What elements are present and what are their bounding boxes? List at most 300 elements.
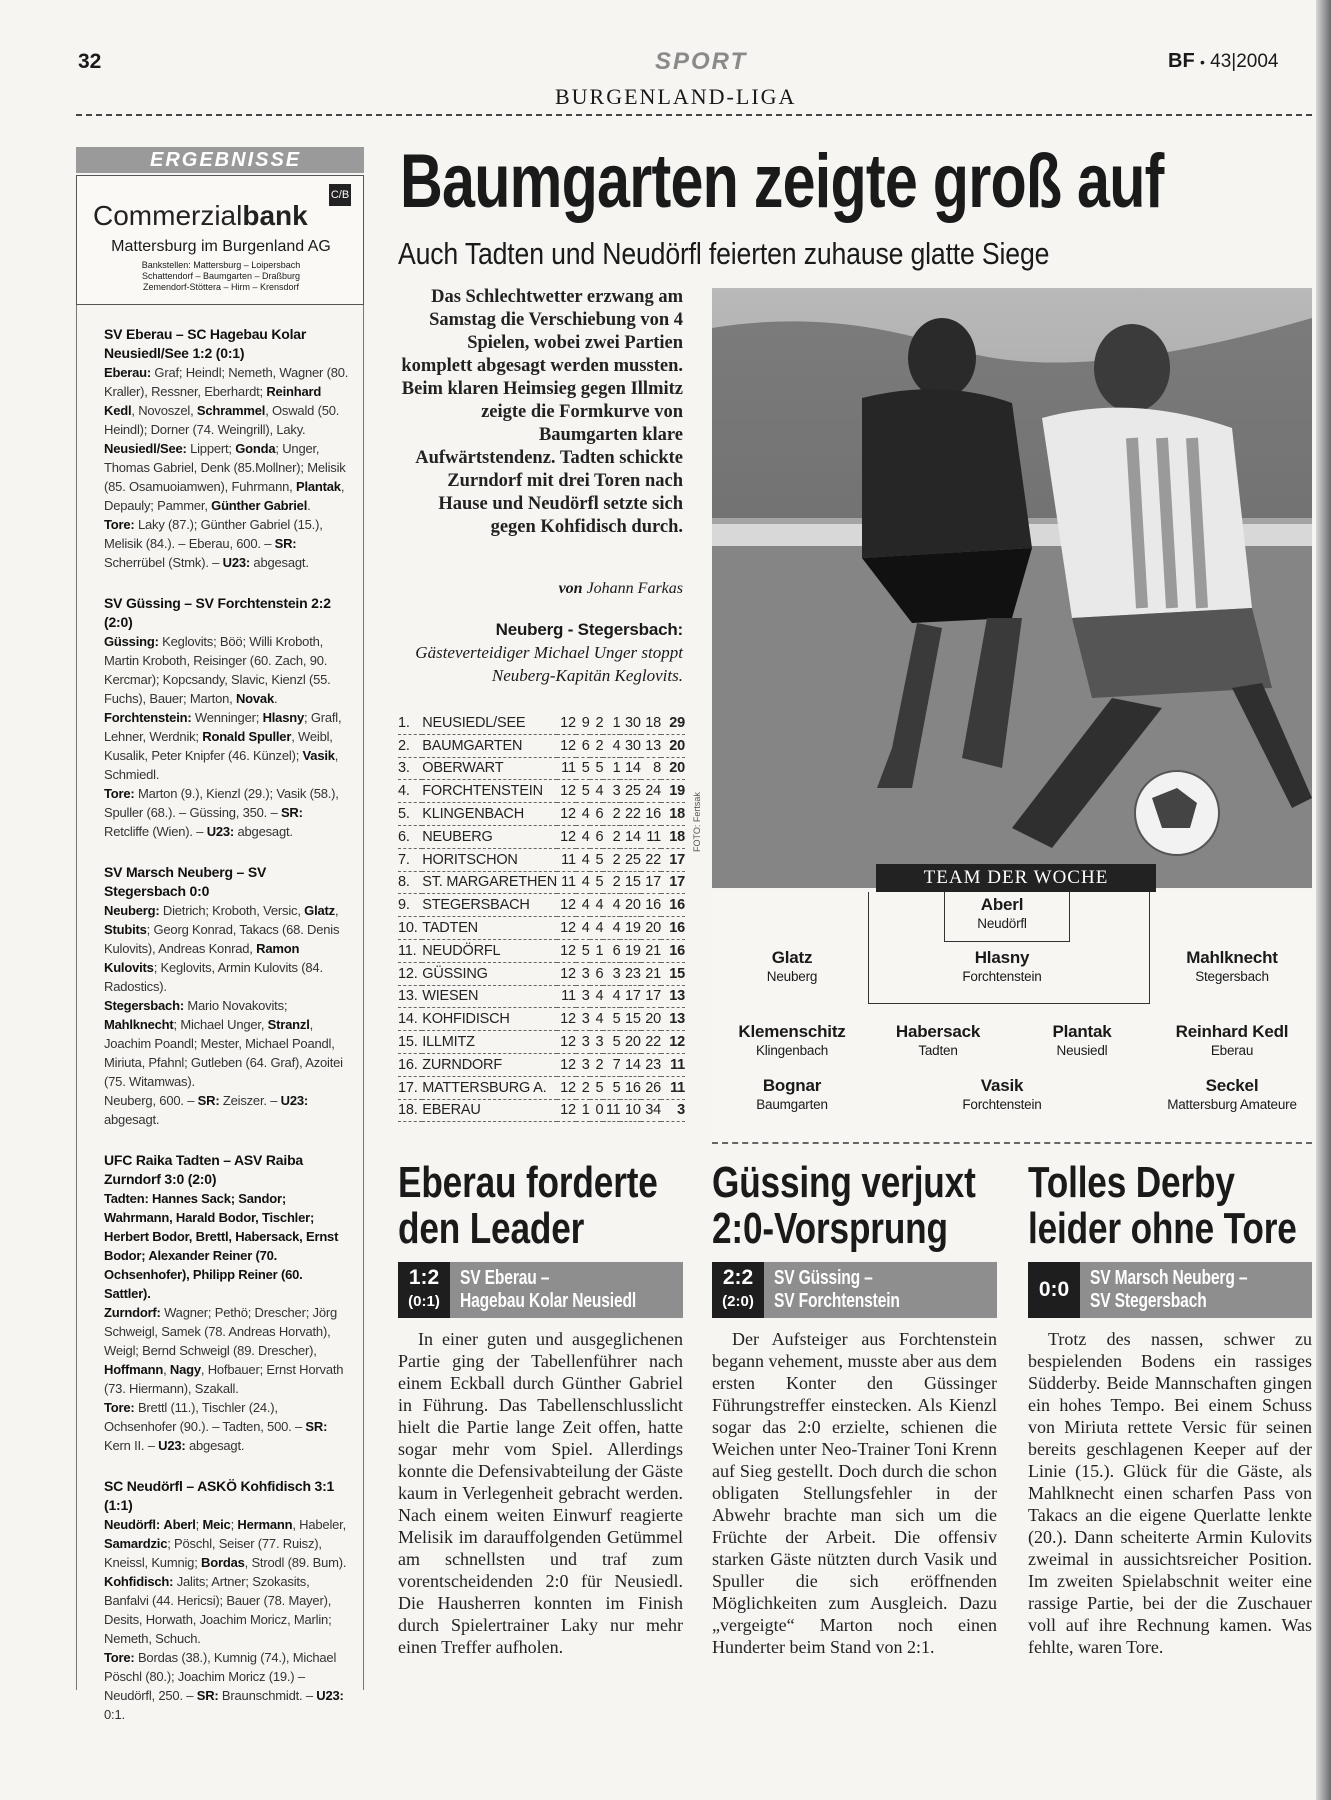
standings-w: 1 <box>576 1099 590 1122</box>
intro-text: Das Schlechtwetter erzwang am Samstag die Verschiebung von 4 Spielen, wobei zwei Partien komplett abgesagt werden mussten. Beim klaren Heimsieg gegen Illmitz zeigte die Formkurve von Baumgarten klare Aufwärtstendenz. Tadten schickte Zurndorf mit drei Toren nach Hause und Neudörfl setzte sich gegen Kohfidisch durch. <box>401 287 683 537</box>
detail-text: ; Keglovits, Armin Kulovits (84. Radostics). <box>104 960 323 994</box>
match-detail <box>104 363 351 439</box>
standings-team: MATTERSBURG A. <box>422 1076 557 1099</box>
player-club: Forchtenstein <box>962 969 1042 984</box>
player-club: Baumgarten <box>756 1097 828 1112</box>
standings-ga: 13 <box>641 734 661 757</box>
photo-caption <box>398 618 683 687</box>
highlight-text: SR: <box>196 1688 219 1703</box>
results-column <box>76 305 364 1722</box>
highlight-text: Stranzl <box>267 1017 310 1032</box>
detail-text: . <box>307 498 311 513</box>
author-name: Johann Farkas <box>586 580 683 597</box>
standings-row <box>398 848 685 871</box>
highlight-text: Tore: <box>104 1400 135 1415</box>
detail-text: , Habeler, <box>292 1517 347 1532</box>
standings-d: 4 <box>590 1008 604 1031</box>
standings-pts: 15 <box>661 962 685 985</box>
standings-ga: 21 <box>641 962 661 985</box>
highlight-text: Aberl <box>163 1517 196 1532</box>
standings-row <box>398 1008 685 1031</box>
detail-text: , Oswald (50. Heindl); Dorner (74. Weingrill), Laky. <box>104 403 340 437</box>
standings-pts: 16 <box>661 894 685 917</box>
standings-row <box>398 962 685 985</box>
standings-pts: 17 <box>661 871 685 894</box>
bank-name <box>93 200 308 232</box>
standings-w: 3 <box>576 1053 590 1076</box>
standings-pts: 13 <box>661 985 685 1008</box>
standings-pts: 12 <box>661 1031 685 1054</box>
standings-d: 5 <box>590 871 604 894</box>
standings-rank: 1. <box>398 712 422 734</box>
standings-w: 4 <box>576 894 590 917</box>
standings-gf: 19 <box>620 917 640 940</box>
match-detail <box>104 784 351 841</box>
match-title: SV Güssing – SV Forchtenstein 2:2 (2:0) <box>104 595 331 630</box>
player-club: Tadten <box>918 1043 958 1058</box>
match-detail <box>104 996 351 1091</box>
highlight-text: Ronald Spuller <box>202 729 292 744</box>
author-prefix: von <box>558 580 583 597</box>
player-club: Neusiedl <box>1056 1043 1108 1058</box>
standings-ga: 22 <box>641 1031 661 1054</box>
team-away: SV Stegersbach <box>1090 1290 1207 1312</box>
photo-credit: FOTO: Fertsak <box>692 792 702 852</box>
detail-text: , Strodl (89. Bum). <box>244 1555 347 1570</box>
highlight-text: Tore: <box>104 1650 135 1665</box>
highlight-text: Zurndorf: <box>104 1305 161 1320</box>
player-club: Klingenbach <box>755 1043 829 1058</box>
highlight-text: Bordas <box>201 1555 245 1570</box>
standings-w: 3 <box>576 1031 590 1054</box>
standings-rank: 17. <box>398 1076 422 1099</box>
standings-l: 3 <box>603 962 620 985</box>
standings-rank: 9. <box>398 894 422 917</box>
standings-team: ZURNDORF <box>422 1053 557 1076</box>
standings-team: BAUMGARTEN <box>422 734 557 757</box>
detail-text: abgesagt. <box>185 1438 245 1453</box>
detail-text: , Joachim Poandl; Mester, Michael Poandl, Miriuta, Pfahnl; Gutleben (64. Graf), Azoitei (75. Witamwas). <box>104 1017 343 1089</box>
player-name: Klemenschitz <box>738 1022 846 1041</box>
standings-l: 5 <box>603 1076 620 1099</box>
standings-team: STEGERSBACH <box>422 894 557 917</box>
standings-pts: 16 <box>661 939 685 962</box>
standings-pts: 17 <box>661 848 685 871</box>
standings-d: 4 <box>590 894 604 917</box>
team-player <box>1152 1076 1312 1113</box>
standings-w: 4 <box>576 848 590 871</box>
match-detail <box>104 1572 351 1648</box>
player-name: Hlasny <box>974 948 1030 967</box>
standings-pts: 20 <box>661 734 685 757</box>
detail-text: Dietrich; Kroboth, Versic, <box>159 903 305 918</box>
detail-text: Jalits; Artner; Szokasits, Banfalvi (44. Hericsi); Bauer (78. Mayer), Desits, Horwath, Joachim Moricz, Marlin; Nemeth, Schuch. <box>104 1574 332 1646</box>
standings-w: 3 <box>576 962 590 985</box>
match-detail <box>104 632 351 708</box>
standings-row <box>398 757 685 780</box>
standings-l: 2 <box>603 803 620 826</box>
standings-l: 1 <box>603 712 620 734</box>
standings-gp: 12 <box>557 825 576 848</box>
highlight-text: Neudörfl: <box>104 1517 160 1532</box>
match-teams <box>460 1267 636 1313</box>
standings-gp: 12 <box>557 917 576 940</box>
detail-text: ; Unger, Thomas Gabriel, Denk (85.Mollner); Melisik (85. Osamuoiamwen), Fuhrmann, <box>104 441 346 494</box>
results-title: ERGEBNISSE <box>76 147 364 173</box>
highlight-text: Tadten: <box>104 1191 149 1206</box>
standings-team: NEUBERG <box>422 825 557 848</box>
standings-team: WIESEN <box>422 985 557 1008</box>
article-body <box>398 1328 683 1658</box>
article-headline <box>398 1160 658 1252</box>
standings-team: FORCHTENSTEIN <box>422 780 557 803</box>
bank-branches <box>87 260 355 293</box>
standings-row <box>398 734 685 757</box>
standings-gf: 15 <box>620 1008 640 1031</box>
match-detail <box>104 1189 351 1303</box>
article-headline <box>1028 1160 1297 1252</box>
standings-w: 5 <box>576 780 590 803</box>
detail-text: Keglovits; Böö; Willi Kroboth, Martin Kroboth, Reisinger (60. Zach, 90. Kercmar); Kopcsandy, Slavic, Kienzl (55. Fuchs), Bauer; Marton, <box>104 634 331 706</box>
standings-d: 6 <box>590 962 604 985</box>
standings-gp: 12 <box>557 1031 576 1054</box>
standings-team: ST. MARGARETHEN <box>422 871 557 894</box>
detail-text: , Hofbauer; Ernst Horvath (73. Hiermann), Szakall. <box>104 1362 344 1396</box>
standings-l: 3 <box>603 780 620 803</box>
standings-row <box>398 871 685 894</box>
highlight-text: Stubits <box>104 922 147 937</box>
standings-gf: 25 <box>620 848 640 871</box>
article-headline-line: Eberau forderte <box>398 1158 658 1207</box>
standings-pts: 16 <box>661 917 685 940</box>
standings-w: 6 <box>576 734 590 757</box>
standings-l: 4 <box>603 894 620 917</box>
player-name: Vasik <box>980 1076 1024 1095</box>
article-text: In einer guten und ausgeglichenen Partie ging der Tabellenführer nach einem Eckball durch Günther Gabriel in Führung. Das Tabellenschlusslicht hielt die Partie lange Zeit offen, hatte sogar mehr vom Spiel. Allerdings konnte die Defensivabteilung der Gäste kaum in Verlegenheit gebracht werden. Nach einem weiten Einwurf reagierte Melisik im darauffolgenden Getümmel am schnellsten und traf zum vorentscheidenden 2:0 für Neusiedl. Die Hausherren konnten im Finish durch Spielertrainer Laky nur mehr einen Treffer aufholen. <box>398 1329 683 1657</box>
author-line <box>398 580 683 598</box>
team-home: SV Eberau – <box>460 1267 550 1289</box>
standings-l: 4 <box>603 917 620 940</box>
standings-row <box>398 780 685 803</box>
standings-rank: 13. <box>398 985 422 1008</box>
standings-d: 5 <box>590 1076 604 1099</box>
detail-text: , Weibl, Kusalik, Peter Knipfer (46. Künzel); <box>104 729 333 763</box>
standings-w: 4 <box>576 917 590 940</box>
headline: Baumgarten zeigte groß auf <box>400 139 1164 224</box>
standings-team: EBERAU <box>422 1099 557 1122</box>
standings-rank: 2. <box>398 734 422 757</box>
standings-d: 3 <box>590 1031 604 1054</box>
match-detail <box>104 1091 351 1129</box>
section-title: SPORT <box>655 48 748 75</box>
detail-text: Graf; Heindl; Nemeth, Wagner (80. Kraller), Ressner, Eberhardt; <box>104 365 349 399</box>
player-club: Neuberg <box>766 969 818 984</box>
highlight-text: SR: <box>305 1419 328 1434</box>
standings-ga: 22 <box>641 848 661 871</box>
standings-d: 2 <box>590 712 604 734</box>
standings-rank: 6. <box>398 825 422 848</box>
highlight-text: Gonda <box>235 441 276 456</box>
bank-logo-icon: C/B <box>329 184 351 206</box>
standings-gp: 12 <box>557 780 576 803</box>
highlight-text: Reinhard Kedl <box>104 384 322 418</box>
standings-pts: 19 <box>661 780 685 803</box>
highlight-text: Vasik <box>302 748 335 763</box>
league-title: BURGENLAND-LIGA <box>555 84 797 109</box>
match-detail <box>104 1303 351 1398</box>
scoreline-bar <box>398 1262 683 1318</box>
team-player <box>712 1076 872 1113</box>
standings-row <box>398 1053 685 1076</box>
standings-ga: 17 <box>641 985 661 1008</box>
standings-gf: 25 <box>620 780 640 803</box>
scoreline-bar <box>712 1262 997 1318</box>
detail-text: ; <box>230 1517 238 1532</box>
article-headline-line: Güssing verjuxt <box>712 1158 976 1207</box>
detail-text: , <box>163 1362 170 1377</box>
caption-bold: Neuberg - Stegersbach: <box>495 620 683 639</box>
standings-d: 4 <box>590 917 604 940</box>
standings-l: 4 <box>603 985 620 1008</box>
standings-rank: 11. <box>398 939 422 962</box>
detail-text: ; Pöschl, Seiser (77. Ruisz), Kneissl, Kumnig; <box>104 1536 322 1570</box>
player-name: Mahlknecht <box>1186 948 1278 967</box>
standings-gp: 12 <box>557 803 576 826</box>
standings-l: 4 <box>603 734 620 757</box>
standings-team: TADTEN <box>422 917 557 940</box>
article-headline <box>712 1160 976 1252</box>
page-edge-shadow <box>1316 0 1331 1800</box>
detail-text: Retcliffe (Wien). – <box>104 824 207 839</box>
highlight-text: SR: <box>197 1093 220 1108</box>
standings-team: OBERWART <box>422 757 557 780</box>
standings-gf: 20 <box>620 1031 640 1054</box>
standings-gp: 12 <box>557 1099 576 1122</box>
standings-pts: 11 <box>661 1053 685 1076</box>
highlight-text: SR: <box>274 536 297 551</box>
standings-ga: 16 <box>641 894 661 917</box>
standings-ga: 8 <box>641 757 661 780</box>
team-player <box>858 1022 1018 1059</box>
standings-d: 5 <box>590 757 604 780</box>
team-player <box>712 948 872 985</box>
article-text: Trotz des nassen, schwer zu bespielenden Bodens ein rassiges Südderby. Beide Mannschaften gingen ein hohes Tempo. Bei einem Schuss von Miriuta rettete Versic für seinen bereits geschlagenen Keeper auf der Linie (15.). Glück für die Gäste, als Mahlknecht einen scharfen Pass von Takacs an die eigene Querlatte lenkte (20.). Dann scheiterte Armin Kulovits zweimal in aussichtsreicher Position. Im zweiten Spielabschnit weiter eine rassige Partie, bei der die Zuschauer voll auf ihre Rechnung kamen. Was fehlte, waren Tore. <box>1028 1329 1312 1657</box>
score-box <box>1028 1262 1080 1318</box>
standings-l: 5 <box>603 1031 620 1054</box>
header-divider <box>76 114 1312 116</box>
standings-d: 6 <box>590 803 604 826</box>
match-detail <box>104 1515 351 1572</box>
highlight-text: Hermann <box>237 1517 293 1532</box>
standings-gp: 12 <box>557 712 576 734</box>
standings-gf: 10 <box>620 1099 640 1122</box>
highlight-text: Tore: <box>104 517 135 532</box>
standings-l: 6 <box>603 939 620 962</box>
standings-l: 5 <box>603 1008 620 1031</box>
detail-text: Brettl (11.), Tischler (24.), Ochsenhofer (90.). – Tadten, 500. – <box>104 1400 306 1434</box>
match-photo <box>712 288 1312 888</box>
detail-text: Zeiszer. – <box>219 1093 281 1108</box>
standings-gp: 12 <box>557 894 576 917</box>
article-body <box>712 1328 997 1658</box>
detail-text: ; Grafl, Lehner, Werdnik; <box>104 710 342 744</box>
detail-text: , Depauly; Pammer, <box>104 479 345 513</box>
highlight-text: Meic <box>202 1517 231 1532</box>
player-name: Seckel <box>1205 1076 1259 1095</box>
player-name: Aberl <box>980 895 1024 914</box>
standings-pts: 20 <box>661 757 685 780</box>
standings-l: 11 <box>603 1099 620 1122</box>
team-divider <box>712 1142 1312 1144</box>
highlight-text: Tore: <box>104 786 135 801</box>
highlight-text: U23: <box>222 555 251 570</box>
standings-w: 4 <box>576 871 590 894</box>
standings-l: 2 <box>603 871 620 894</box>
standings-team: NEUDÖRFL <box>422 939 557 962</box>
team-away: SV Forchtenstein <box>774 1290 900 1312</box>
standings-pts: 3 <box>661 1099 685 1122</box>
highlight-text: Güssing: <box>104 634 159 649</box>
standings-w: 3 <box>576 1008 590 1031</box>
final-score: 1:2 <box>408 1266 440 1289</box>
standings-rank: 15. <box>398 1031 422 1054</box>
player-club: Neudörfl <box>977 916 1027 931</box>
standings-row <box>398 1031 685 1054</box>
detail-text: , Novoszel, <box>131 403 197 418</box>
standings-w: 9 <box>576 712 590 734</box>
standings-w: 4 <box>576 803 590 826</box>
team-player <box>922 895 1082 932</box>
match-detail <box>104 901 351 996</box>
standings-ga: 23 <box>641 1053 661 1076</box>
bank-branches-line: Zemendorf-Stöttera – Hirm – Krensdorf <box>142 282 300 292</box>
standings-gf: 23 <box>620 962 640 985</box>
match-title: SC Neudörfl – ASKÖ Kohfidisch 3:1 (1:1) <box>104 1478 335 1513</box>
standings-ga: 24 <box>641 780 661 803</box>
detail-text: ; <box>195 1517 203 1532</box>
highlight-text: Hoffmann <box>104 1362 164 1377</box>
standings-d: 2 <box>590 1053 604 1076</box>
highlight-text: SR: <box>280 805 303 820</box>
standings-gp: 11 <box>557 871 576 894</box>
standings-rank: 12. <box>398 962 422 985</box>
standings-w: 3 <box>576 985 590 1008</box>
match-result <box>104 863 351 1129</box>
score-box <box>398 1262 450 1318</box>
team-player <box>922 948 1082 985</box>
standings-row <box>398 985 685 1008</box>
standings-l: 1 <box>603 757 620 780</box>
standings-rank: 18. <box>398 1099 422 1122</box>
bank-subtitle: Mattersburg im Burgenland AG <box>111 238 331 255</box>
standings-d: 5 <box>590 848 604 871</box>
match-result <box>104 1477 351 1724</box>
standings-gp: 12 <box>557 1076 576 1099</box>
standings-row <box>398 894 685 917</box>
highlight-text: U23: <box>316 1688 344 1703</box>
detail-text: Braunschmidt. – <box>218 1688 317 1703</box>
standings-gp: 12 <box>557 734 576 757</box>
standings-gp: 12 <box>557 939 576 962</box>
standings-gf: 14 <box>620 1053 640 1076</box>
standings-w: 5 <box>576 939 590 962</box>
standings-l: 7 <box>603 1053 620 1076</box>
standings-row <box>398 803 685 826</box>
bank-name-light: Commerzial <box>93 200 243 231</box>
team-of-week-title: TEAM DER WOCHE <box>876 864 1156 892</box>
highlight-text: Forchtenstein: <box>104 710 192 725</box>
detail-text: Scherrübel (Stmk). – <box>104 555 223 570</box>
issue-number: 43|2004 <box>1210 51 1279 72</box>
standings-team: HORITSCHON <box>422 848 557 871</box>
standings-row <box>398 1099 685 1122</box>
team-away: Hagebau Kolar Neusiedl <box>460 1290 637 1312</box>
detail-text: Wagner; Pethö; Drescher; Jörg Schweigl, Samek (78. Andreas Horvath), Weigl; Bernd Schweigl (89. Drescher), <box>104 1305 338 1358</box>
standings-rank: 7. <box>398 848 422 871</box>
team-home: SV Marsch Neuberg – <box>1090 1267 1248 1289</box>
publication: BF <box>1168 50 1195 72</box>
highlight-text: U23: <box>206 824 235 839</box>
standings-gp: 11 <box>557 848 576 871</box>
standings-d: 4 <box>590 780 604 803</box>
standings-rank: 3. <box>398 757 422 780</box>
standings-pts: 11 <box>661 1076 685 1099</box>
standings-row <box>398 1076 685 1099</box>
highlight-text: Stegersbach: <box>104 998 184 1013</box>
standings-l: 2 <box>603 848 620 871</box>
team-player <box>922 1076 1082 1113</box>
player-name: Bognar <box>762 1076 822 1095</box>
standings-l: 2 <box>603 825 620 848</box>
standings-rank: 10. <box>398 917 422 940</box>
detail-text: 0:1. <box>104 1707 125 1722</box>
highlight-text: Nagy <box>169 1362 201 1377</box>
detail-text: Marton (9.), Kienzl (29.); Vasik (58.), Spuller (68.). – Güssing, 350. – <box>104 786 339 820</box>
highlight-text: Eberau: <box>104 365 152 380</box>
match-title: SV Marsch Neuberg – SV Stegersbach 0:0 <box>104 864 267 899</box>
standings-gp: 11 <box>557 757 576 780</box>
highlight-text: Samardzic <box>104 1536 168 1551</box>
detail-text: Wenninger; <box>191 710 263 725</box>
highlight-text: Schrammel <box>196 403 266 418</box>
match-teams <box>1090 1267 1247 1313</box>
standings-row <box>398 939 685 962</box>
standings-gf: 14 <box>620 825 640 848</box>
standings-pts: 13 <box>661 1008 685 1031</box>
highlight-text: Ramon Kulovits <box>104 941 300 975</box>
standings-d: 6 <box>590 825 604 848</box>
player-name: Glatz <box>771 948 813 967</box>
caption-text: Gästeverteidiger Michael Unger stoppt Neuberg-Kapitän Keglovits. <box>415 643 683 685</box>
highlight-text: Günther Gabriel <box>211 498 308 513</box>
standings-w: 5 <box>576 757 590 780</box>
standings-gf: 14 <box>620 757 640 780</box>
player-club: Forchtenstein <box>962 1097 1042 1112</box>
standings-gf: 19 <box>620 939 640 962</box>
standings-ga: 11 <box>641 825 661 848</box>
match-photo-image <box>712 288 1312 888</box>
detail-text: abgesagt. <box>234 824 293 839</box>
final-score: 2:2 <box>722 1266 754 1289</box>
standings-ga: 16 <box>641 803 661 826</box>
article-headline-line: den Leader <box>398 1204 585 1253</box>
standings-pts: 18 <box>661 803 685 826</box>
match-detail <box>104 439 351 515</box>
detail-text: Kern II. – <box>104 1438 159 1453</box>
detail-text: Laky (87.); Günther Gabriel (15.), Melisik (84.). – Eberau, 600. – <box>104 517 323 551</box>
standings-row <box>398 825 685 848</box>
bank-branches-line: Schattendorf – Baumgarten – Draßburg <box>141 271 301 281</box>
